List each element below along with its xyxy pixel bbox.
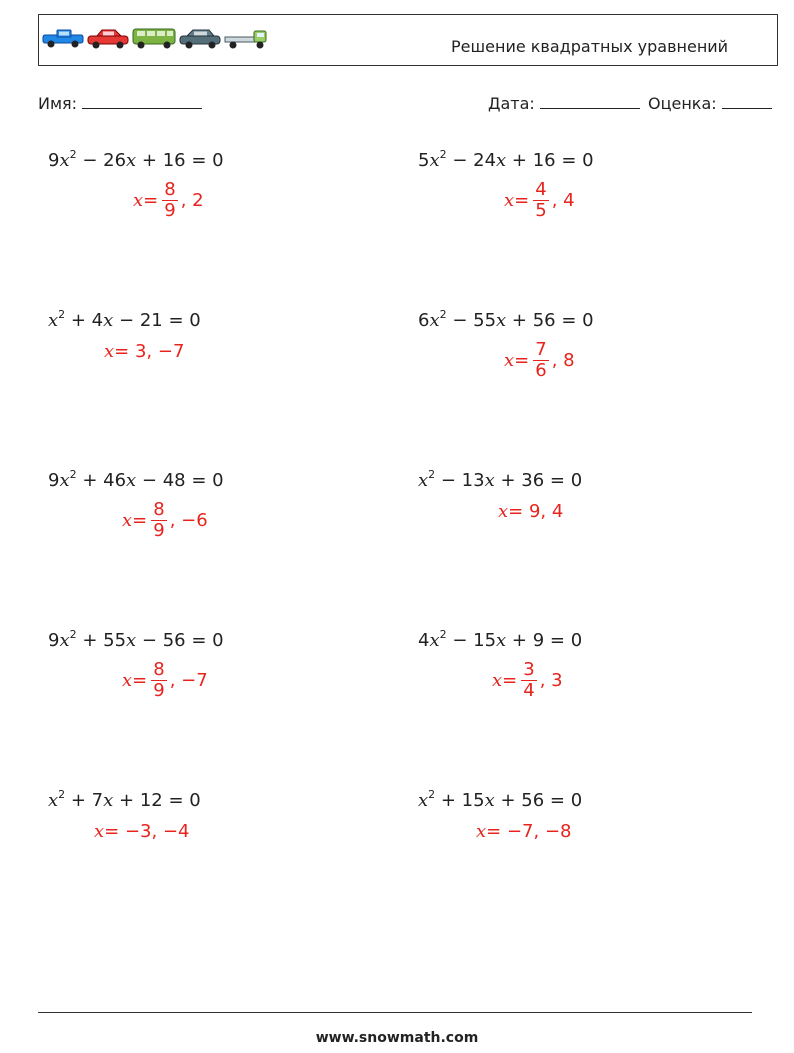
problem-answer: x = $\frac{4}{5}$ , 4: [504, 178, 575, 221]
problem-answer: x = −7, −8: [476, 820, 572, 842]
footer-url[interactable]: www.snowmath.com: [315, 1030, 479, 1046]
flatbed-truck-icon: [225, 31, 266, 49]
answer-fraction: $\frac{8}{9}$: [153, 658, 165, 701]
cars-row-icon: [41, 27, 281, 51]
problem-equation: $9x^2 + 55x - 56 = 0$: [48, 628, 224, 651]
problem-equation: $9x^2 - 26x + 16 = 0$: [48, 148, 224, 171]
answer-fraction: $\frac{8}{9}$: [164, 178, 176, 221]
green-van-icon: [133, 29, 175, 49]
name-label: Имя:: [38, 94, 78, 113]
date-line[interactable]: [540, 94, 640, 109]
header-box: [38, 14, 778, 66]
problem-answer: x = 9, 4: [498, 500, 564, 522]
problem-answer: x = $\frac{3}{4}$ , 3: [492, 658, 563, 701]
red-sedan-icon: [88, 30, 128, 49]
problem-equation: $x^2 + 4x - 21 = 0$: [48, 308, 201, 331]
problem-equation: $5x^2 - 24x + 16 = 0$: [418, 148, 594, 171]
gray-car-icon: [180, 30, 220, 49]
problem-answer: x = −3, −4: [94, 820, 190, 842]
answer-fraction: $\frac{7}{6}$: [535, 338, 547, 381]
problem-equation: $9x^2 + 46x - 48 = 0$: [48, 468, 224, 491]
date-label: Дата:: [488, 94, 535, 113]
problem-answer: x = $\frac{8}{9}$ , 2: [133, 178, 204, 221]
grade-line[interactable]: [722, 94, 772, 109]
problem-equation: $x^2 + 7x + 12 = 0$: [48, 788, 201, 811]
problem-equation: $x^2 - 13x + 36 = 0$: [418, 468, 583, 491]
problem-answer: x = $\frac{8}{9}$ , −6: [122, 498, 208, 541]
grade-label: Оценка:: [648, 94, 717, 113]
problem-equation: $4x^2 - 15x + 9 = 0$: [418, 628, 583, 651]
page-title: Решение квадратных уравнений: [451, 37, 729, 56]
problem-answer: x = $\frac{8}{9}$ , −7: [122, 658, 208, 701]
problem-equation: $x^2 + 15x + 56 = 0$: [418, 788, 583, 811]
answer-fraction: $\frac{8}{9}$: [153, 498, 165, 541]
answer-fraction: $\frac{4}{5}$: [535, 178, 547, 221]
problem-answer: x = $\frac{7}{6}$ , 8: [504, 338, 575, 381]
date-field[interactable]: [488, 94, 640, 113]
name-field[interactable]: [38, 94, 202, 113]
grade-field[interactable]: [648, 94, 772, 113]
blue-pickup-icon: [43, 30, 83, 48]
answer-fraction: $\frac{3}{4}$: [523, 658, 535, 701]
problem-answer: x = 3, −7: [104, 340, 185, 362]
problem-equation: $6x^2 - 55x + 56 = 0$: [418, 308, 594, 331]
name-line[interactable]: [82, 94, 202, 109]
footer-divider: [38, 1012, 752, 1013]
